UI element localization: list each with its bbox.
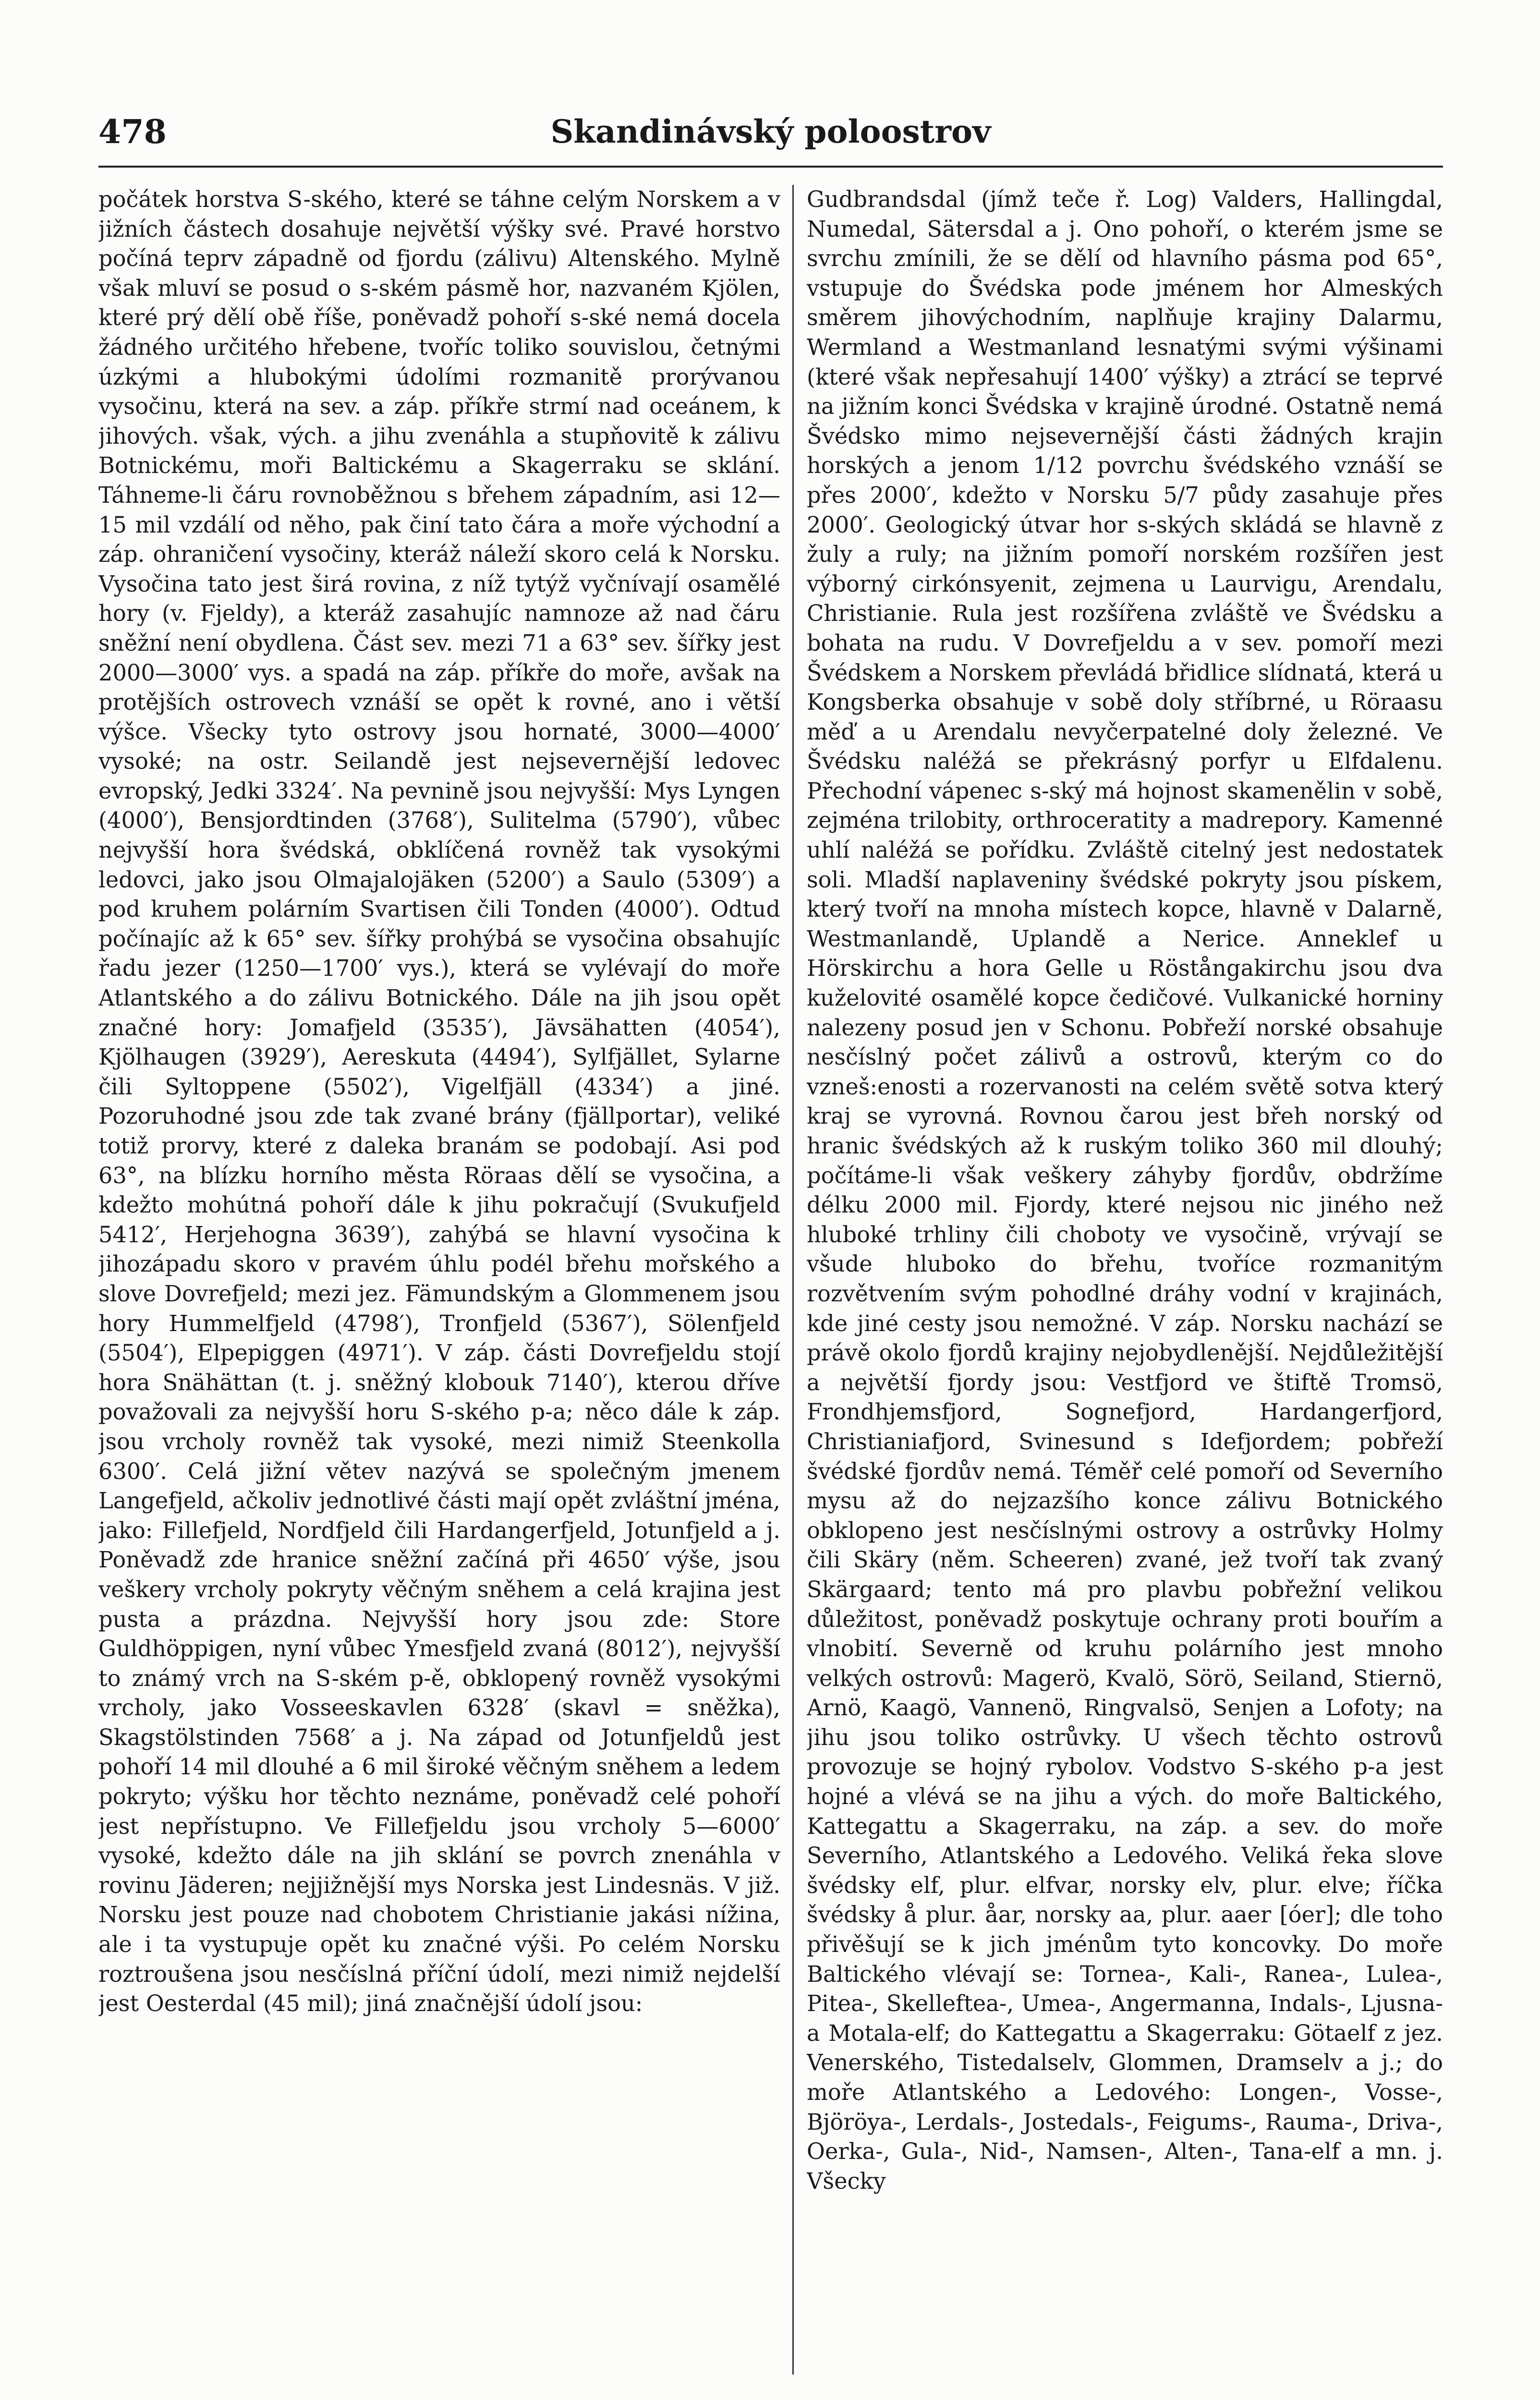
page-header: [98, 113, 1443, 156]
right-column-text: Gudbrandsdal (jímž teče ř. Log) Valders, Hallingdal, Numedal, Sätersdal a j. Ono pohoří, o kterém jsme se svrchu zmínili, že se dělí od hlavního pásma pod 65°, vstupuje do Švédska pode jménem hor Almeských směrem jihovýchodním, naplňuje krajiny Dalarmu, Wermland a Westmanland lesnatými svými výšinami (které však nepřesahují 1400′ výšky) a ztrácí se teprvé na jižním konci Švédska v krajině úrodné. Ostatně nemá Švédsko mimo nejsevernější části žádných krajin horských a jenom 1/12 povrchu švédského vznáší se přes 2000′, kdežto v Norsku 5/7 půdy zasahuje přes 2000′. Geologický útvar hor s-ských skládá se hlavně z žuly a ruly; na jižním pomoří norském rozšířen jest výborný cirkónsyenit, zejmena u Laurvigu, Arendalu, Christianie. Rula jest rozšířena zvláště ve Švédsku a bohata na rudu. V Dovrefjeldu a v sev. pomoří mezi Švédskem a Norskem převládá břidlice slídnatá, která u Kongsberka obsahuje v sobě doly stříbrné, u Röraasu měď a u Arendalu nevyčerpatelné doly železné. Ve Švédsku naléžá se překrásný porfyr u Elfdalenu. Přechodní vápenec s-ský má hojnost skamenělin v sobě, zejména trilobity, orthroceratity a madrepory. Kamenné uhlí naléžá se pořídku. Zvláště citelný jest nedostatek soli. Mladší naplaveniny švédské pokryty jsou pískem, který tvoří na mnoha místech kopce, hlavně v Dalarně, Westmanlandě, Uplandě a Nerice. Anneklef u Hörskirchu a hora Gelle u Röstångakirchu jsou dva kuželovité osamělé kopce čedičové. Vulkanické horniny nalezeny posud jen v Schonu. Pobřeží norské obsahuje nesčíslný počet zálivů a ostrovů, kterým co do vzneš:enosti a rozervanosti na celém světě sotva který kraj se vyrovná. Rovnou čarou jest břeh norský od hranic švédských až k ruským toliko 360 mil dlouhý; počítáme-li však veškery záhyby fjordův, obdržíme délku 2000 mil. Fjordy, které nejsou nic jiného než hluboké trhliny čili choboty ve vysočině, vrývají se všude hluboko do břehu, tvoříce rozmanitým rozvětvením svým pohodlné dráhy vodní v krajinách, kde jiné cesty jsou nemožné. V záp. Norsku nachází se právě okolo fjordů krajiny nejobydlenější. Nejdůležitější a největší fjordy jsou: Vestfjord ve štiftě Tromsö, Frondhjemsfjord, Sognefjord, Hardangerfjord, Christianiafjord, Svinesund s Idefjordem; pobřeží švédské fjordův nemá. Téměř celé pomoří od Severního mysu až do nejzazšího konce zálivu Botnického obklopeno jest nesčíslnými ostrovy a ostrůvky Holmy čili Skäry (něm. Scheeren) zvané, jež tvoří tak zvaný Skärgaard; tento má pro plavbu pobřežní velikou důležitost, poněvadž poskytuje ochrany proti bouřím a vlnobití. Severně od kruhu polárního jest mnoho velkých ostrovů: Magerö, Kvalö, Sörö, Seiland, Stiernö, Arnö, Kaagö, Vannenö, Ringvalsö, Senjen a Lofoty; na jihu jsou toliko ostrůvky. U všech těchto ostrovů provozuje se hojný rybolov. Vodstvo S-ského p-a jest hojné a vlévá se na jihu a vých. do moře Baltického, Kattegattu a Skagerraku, na záp. a sev. do moře Severního, Atlantského a Ledového. Veliká řeka slove švédsky elf, plur. elfvar, norsky elv, plur. elve; říčka švédsky å plur. åar, norsky aa, plur. aaer [óer]; dle toho přivěšují se k jich jménům tyto koncovky. Do moře Baltického vlévají se: Tornea-, Kali-, Ranea-, Lulea-, Pitea-, Skelleftea-, Umea-, Angermanna, Indals-, Ljusna- a Motala-elf; do Kattegattu a Skagerraku: Götaelf z jez. Venerského, Tistedalselv, Glommen, Dramselv a j.; do moře Atlantského a Ledového: Longen-, Vosse-, Björöya-, Lerdals-, Jostedals-, Feigums-, Rauma-, Driva-, Oerka-, Gula-, Nid-, Namsen-, Alten-, Tana-elf a mn. j. Všecky: [807, 186, 1443, 2194]
running-title: Skandinávský poloostrov: [550, 113, 991, 150]
column-divider: [792, 185, 794, 2375]
left-column: [98, 185, 780, 2375]
page-number: 478: [98, 113, 167, 151]
left-column-text: počátek horstva S-ského, které se táhne celým Norskem a v jižních částech dosahuje největší výšky své. Pravé horstvo počíná teprv západně od fjordu (zálivu) Altenského. Mylně však mluví se posud o s-ském pásmě hor, nazvaném Kjölen, které prý dělí obě říše, poněvadž pohoří s-ské nemá docela žádného určitého hřebene, tvoříc toliko souvislou, četnými úzkými a hlubokými údolími rozmanitě prorývanou vysočinu, která na sev. a záp. příkře strmí nad oceánem, k jihových. však, vých. a jihu zvenáhla a stupňovitě k zálivu Botnickému, moři Baltickému a Skagerraku se sklání. Táhneme-li čáru rovnoběžnou s břehem západním, asi 12—15 mil vzdálí od něho, pak činí tato čára a moře východní a záp. ohraničení vysočiny, kteráž náleží skoro celá k Norsku. Vysočina tato jest širá rovina, z níž tytýž vyčnívají osamělé hory (v. Fjeldy), a kteráž zasahujíc namnoze až nad čáru sněžní není obydlena. Část sev. mezi 71 a 63° sev. šířky jest 2000—3000′ vys. a spadá na záp. příkře do moře, avšak na protějších ostrovech vznáší se opět k rovné, ano i větší výšce. Všecky tyto ostrovy jsou hornaté, 3000—4000′ vysoké; na ostr. Seilandě jest nejsevernější ledovec evropský, Jedki 3324′. Na pevnině jsou nejvyšší: Mys Lyngen (4000′), Bensjordtinden (3768′), Sulitelma (5790′), vůbec nejvyšší hora švédská, obklíčená rovněž tak vysokými ledovci, jako jsou Olmajalojäken (5200′) a Saulo (5309′) a pod kruhem polárním Svartisen čili Tonden (4000′). Odtud počínajíc až k 65° sev. šířky prohýbá se vysočina obsahujíc řadu jezer (1250—1700′ vys.), která se vylévají do moře Atlantského a do zálivu Botnického. Dále na jih jsou opět značné hory: Jomafjeld (3535′), Jävsähatten (4054′), Kjölhaugen (3929′), Aereskuta (4494′), Sylfjället, Sylarne čili Syltoppene (5502′), Vigelfjäll (4334′) a jiné. Pozoruhodné jsou zde tak zvané brány (fjällportar), veliké totiž prorvy, které z daleka branám se podobají. Asi pod 63°, na blízku horního města Röraas dělí se vysočina, a kdežto mohútná pohoří dále k jihu pokračují (Svukufjeld 5412′, Herjehogna 3639′), zahýbá se hlavní vysočina k jihozápadu skoro v pravém úhlu podél břehu mořského a slove Dovrefjeld; mezi jez. Fämundským a Glommenem jsou hory Hummelfjeld (4798′), Tronfjeld (5367′), Sölenfjeld (5504′), Elpepiggen (4971′). V záp. části Dovrefjeldu stojí hora Snähättan (t. j. sněžný klobouk 7140′), kterou dříve považovali za nejvyšší horu S-ského p-a; něco dále k záp. jsou vrcholy rovněž tak vysoké, mezi nimiž Steenkolla 6300′. Celá jižní větev nazývá se společným jmenem Langefjeld, ačkoliv jednotlivé části mají opět zvláštní jména, jako: Fillefjeld, Nordfjeld čili Hardangerfjeld, Jotunfjeld a j. Poněvadž zde hranice sněžní začíná při 4650′ výše, jsou veškery vrcholy pokryty věčným sněhem a celá krajina jest pusta a prázdna. Nejvyšší hory jsou zde: Store Guldhöppigen, nyní vůbec Ymesfjeld zvaná (8012′), nejvyšší to známý vrch na S-ském p-ě, obklopený rovněž vysokými vrcholy, jako Vosseeskavlen 6328′ (skavl = sněžka), Skagstölstinden 7568′ a j. Na západ od Jotunfjeldů jest pohoří 14 mil dlouhé a 6 mil široké věčným sněhem a ledem pokryto; výšku hor těchto neznáme, poněvadž celé pohoří jest nepřístupno. Ve Fillefjeldu jsou vrcholy 5—6000′ vysoké, kdežto dále na jih sklání se povrch znenáhla v rovinu Jäderen; nejjižnější mys Norska jest Lindesnäs. V již. Norsku jest pouze nad chobotem Christianie jakási nížina, ale i ta vystupuje opět ku značné výši. Po celém Norsku roztroušena jsou nesčíslná příční údolí, mezi nimiž nejdelší jest Oesterdal (45 mil); jiná značnější údolí jsou:: [98, 186, 780, 2017]
header-rule: [98, 166, 1443, 168]
right-column: [807, 185, 1443, 2375]
